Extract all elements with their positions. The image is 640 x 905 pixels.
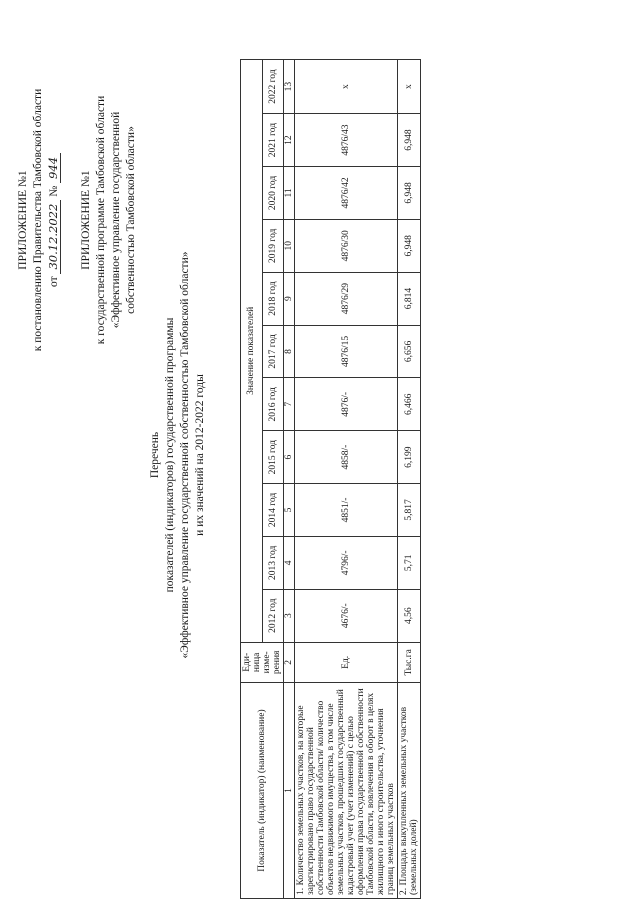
appendix-date-line	[46, 70, 62, 370]
indicator-value: 6,199	[398, 431, 421, 484]
header-year: 2019 год	[262, 219, 284, 272]
column-number-row	[284, 60, 295, 899]
from-label: от	[48, 276, 60, 288]
header-year: 2020 год	[262, 167, 284, 220]
header-year: 2018 год	[262, 272, 284, 325]
program-ref-line1: к государственной программе Тамбовской области	[95, 95, 107, 345]
indicator-value: 5,71	[398, 536, 421, 589]
header-year: 2021 год	[262, 114, 284, 167]
column-number: 1	[284, 683, 295, 899]
column-number: 5	[284, 484, 295, 537]
appendix-title: ПРИЛОЖЕНИЕ №1	[17, 170, 29, 270]
indicator-unit: Ед.	[295, 642, 398, 682]
table-row	[398, 60, 421, 899]
header-year: 2022 год	[262, 60, 284, 114]
header-year: 2017 год	[262, 325, 284, 378]
column-number: 9	[284, 272, 295, 325]
indicator-value: 4876/43	[295, 114, 398, 167]
indicator-value: 6,948	[398, 114, 421, 167]
column-number: 12	[284, 114, 295, 167]
indicator-value: 5,817	[398, 484, 421, 537]
header-year: 2012 год	[262, 589, 284, 642]
table-row	[295, 60, 398, 899]
indicator-value: х	[295, 60, 398, 114]
title-line4: и их значений на 2012-2022 годы	[194, 374, 206, 536]
header-year: 2015 год	[262, 431, 284, 484]
appendix-header	[16, 70, 139, 370]
program-ref-line3: собственностью Тамбовской области»	[125, 126, 137, 314]
indicator-value: 6,948	[398, 167, 421, 220]
column-number: 11	[284, 167, 295, 220]
indicator-value: 4676/-	[295, 589, 398, 642]
indicator-value: 4858/-	[295, 431, 398, 484]
indicator-value: 6,948	[398, 219, 421, 272]
title-line2: показателей (индикаторов) государственной программы	[164, 317, 176, 593]
program-ref-line2: «Эффективное управление государственной	[110, 111, 122, 329]
number-label: №	[48, 185, 60, 197]
header-year: 2013 год	[262, 536, 284, 589]
header-unit: Еди-ница изме-рения	[241, 642, 284, 682]
header-year: 2016 год	[262, 378, 284, 431]
indicator-value: х	[398, 60, 421, 114]
indicator-value: 4876/30	[295, 219, 398, 272]
indicator-value: 4796/-	[295, 536, 398, 589]
indicator-value: 6,656	[398, 325, 421, 378]
indicators-table	[240, 59, 421, 899]
column-number: 10	[284, 219, 295, 272]
handwritten-date: 30.12.2022	[46, 200, 61, 274]
indicator-unit: Тыс.га	[398, 642, 421, 682]
indicator-value: 6,466	[398, 378, 421, 431]
column-number: 2	[284, 642, 295, 682]
column-number: 7	[284, 378, 295, 431]
indicator-value: 4,56	[398, 589, 421, 642]
title-line3: «Эффективное управление государственной собственностью Тамбовской области»	[179, 251, 191, 659]
header-indicator: Показатель (индикатор) (наименование)	[241, 683, 284, 899]
indicator-name: 1. Количество земельных участков, на которые зарегистрировано право государственной собственности Тамбовской области/ количество объектов недвижимого имущества, в том числе земельных участков, прошедших государственный кадастровый учет (учет изменений) с целью оформления права государственной собственности Тамбовской области, вовлечения в оборот в целях жилищного и иного строительства, уточнения границ земельных участков	[295, 683, 398, 899]
program-appendix-title: ПРИЛОЖЕНИЕ №1	[80, 170, 92, 270]
appendix-decree-ref: к постановлению Правительства Тамбовской области	[32, 88, 44, 352]
indicator-value: 6,814	[398, 272, 421, 325]
title-line1: Перечень	[149, 431, 161, 479]
indicator-value: 4876/29	[295, 272, 398, 325]
header-year: 2014 год	[262, 484, 284, 537]
indicator-value: 4876/42	[295, 167, 398, 220]
column-number: 13	[284, 60, 295, 114]
indicator-value: 4876/15	[295, 325, 398, 378]
header-values-group: Значение показателей	[241, 60, 263, 643]
indicator-name: 2. Площадь выкупленных земельных участков (земельных долей)	[398, 683, 421, 899]
column-number: 6	[284, 431, 295, 484]
column-number: 8	[284, 325, 295, 378]
handwritten-number: 944	[46, 153, 61, 183]
indicator-value: 4876/-	[295, 378, 398, 431]
document-title	[148, 155, 208, 755]
column-number: 3	[284, 589, 295, 642]
column-number: 4	[284, 536, 295, 589]
indicator-value: 4851/-	[295, 484, 398, 537]
